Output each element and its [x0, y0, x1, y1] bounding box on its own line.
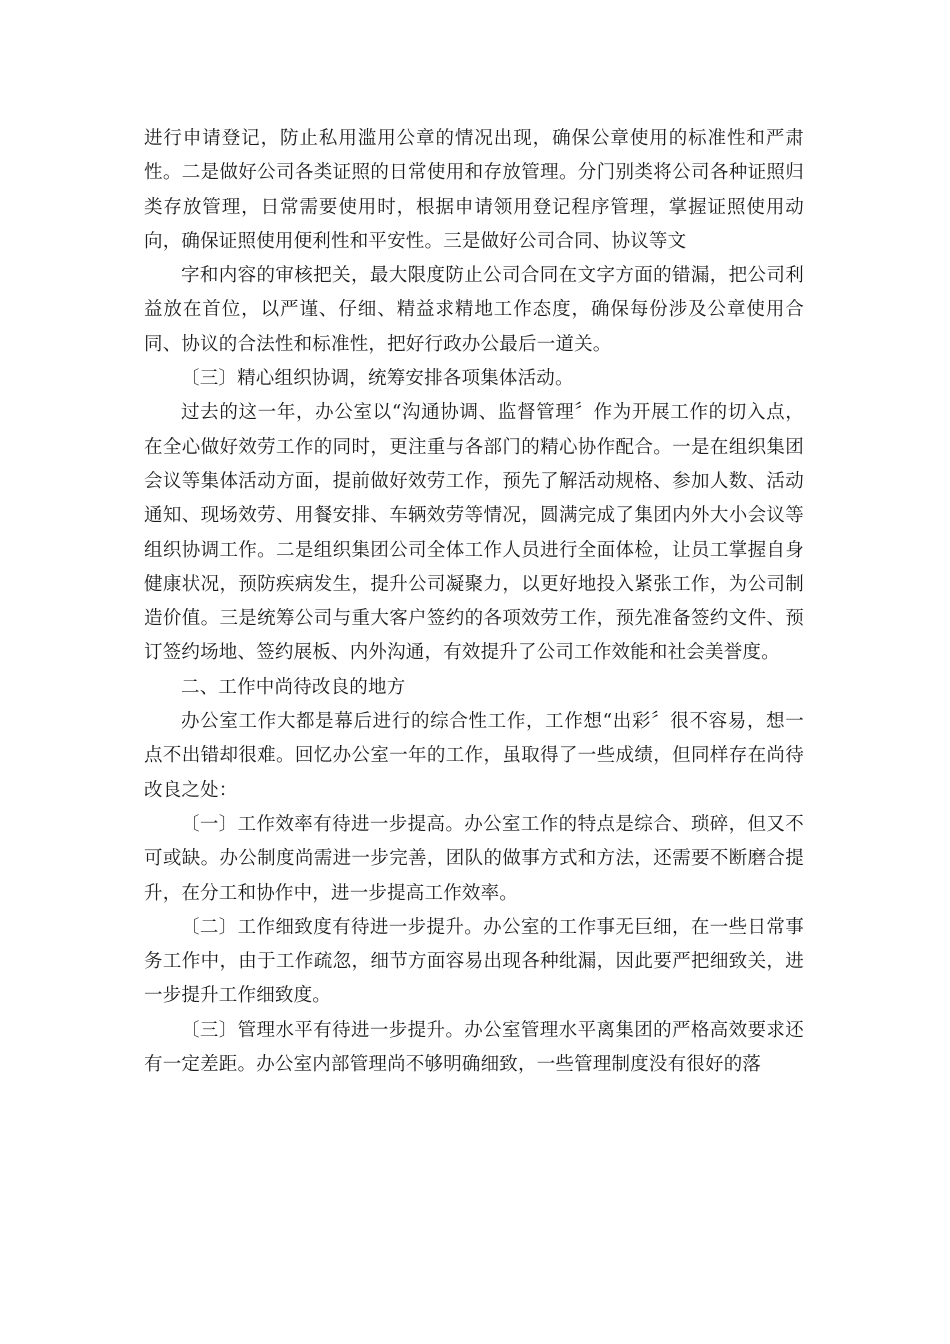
paragraph-management-level: 〔三〕管理水平有待进一步提升。办公室管理水平离集团的严格高效要求还有一定差距。办公室内部管理尚不够明确细致，一些管理制度没有很好的落: [144, 1019, 804, 1076]
paragraph-collective-activities: 过去的这一年，办公室以“沟通协调、监督管理〞作为开展工作的切入点，在全心做好效劳工作的同时，更注重与各部门的精心协作配合。一是在组织集团会议等集体活动方面，提前做好效劳工作，预先了解活动规格、参加人数、活动通知、现场效劳、用餐安排、车辆效劳等情况，圆满完成了集团内外大小会议等组织协调工作。二是组织集团公司全体工作人员进行全面体检，让员工掌握自身健康状况，预防疾病发生，提升公司凝聚力，以更好地投入紧张工作，为公司制造价值。三是统筹公司与重大客户签约的各项效劳工作，预先准备签约文件、预订签约场地、签约展板、内外沟通，有效提升了公司工作效能和社会美誉度。: [144, 402, 804, 664]
paragraph-seal-management: 进行申请登记，防止私用滥用公章的情况出现，确保公章使用的标准性和严肃性。二是做好公司各类证照的日常使用和存放管理。分门别类将公司各种证照归类存放管理，日常需要使用时，根据申请领用登记程序管理，掌握证照使用动向，确保证照使用便利性和平安性。三是做好公司合同、协议等文: [144, 128, 804, 252]
paragraph-efficiency: 〔一〕工作效率有待进一步提高。办公室工作的特点是综合、琐碎，但又不可或缺。办公制度尚需进一步完善，团队的做事方式和方法，还需要不断磨合提升，在分工和协作中，进一步提高工作效率。: [144, 813, 804, 904]
paragraph-attention-to-detail: 〔二〕工作细致度有待进一步提升。办公室的工作事无巨细，在一些日常事务工作中，由于工作疏忽，细节方面容易出现各种纰漏，因此要严把细致关，进一步提升工作细致度。: [144, 916, 804, 1007]
paragraph-contract-review: 字和内容的审核把关，最大限度防止公司合同在文字方面的错漏，把公司利益放在首位，以严谨、仔细、精益求精地工作态度，确保每份涉及公章使用合同、协议的合法性和标准性，把好行政办公最后一道关。: [144, 265, 804, 355]
section-heading-coordination: 〔三〕精心组织协调，统筹安排各项集体活动。: [181, 368, 574, 390]
paragraph-improvements-intro: 办公室工作大都是幕后进行的综合性工作，工作想“出彩〞很不容易，想一点不出错却很难。回忆办公室一年的工作，虽取得了一些成绩，但同样存在尚待改良之处：: [144, 711, 804, 801]
section-heading-improvements: 二、工作中尚待改良的地方: [181, 676, 406, 698]
document-page: [144, 122, 804, 1082]
